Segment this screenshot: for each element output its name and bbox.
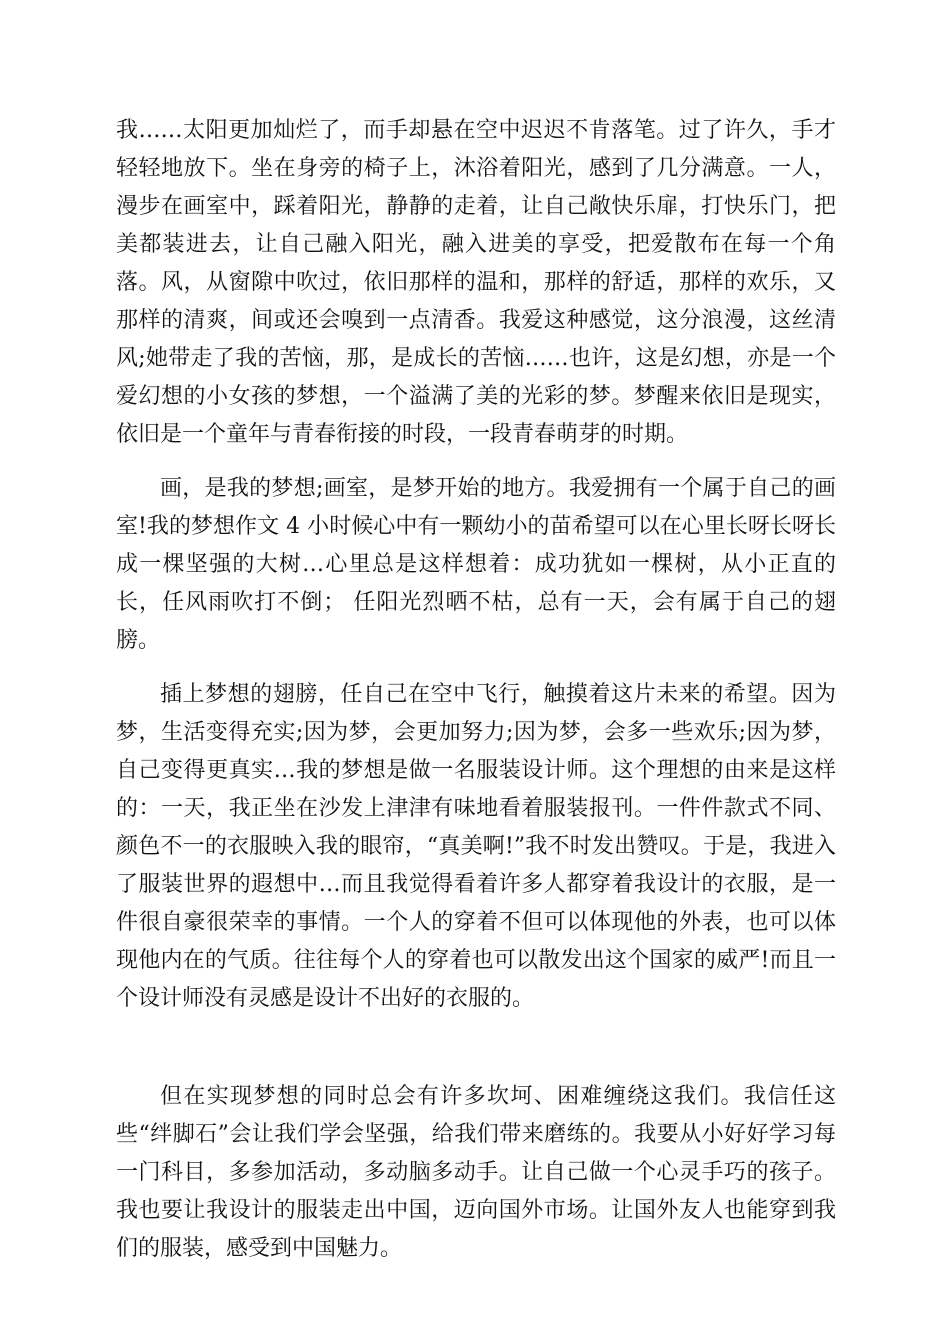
paragraph-3: 插上梦想的翅膀，任自己在空中飞行，触摸着这片未来的希望。因为梦，生活变得充实;因为梦，会更加努力;因为梦，会多一些欢乐;因为梦，自己变得更真实…我的梦想是做一名服装设计师。这个理想的由来是这样的：一天，我正坐在沙发上津津有味地看着服装报刊。一件件款式不同、颜色不一的衣服映入我的眼帘，“真美啊!”我不时发出赞叹。于是，我进入了服装世界的遐想中…而且我觉得看着许多人都穿着我设计的衣服，是一件很自豪很荣幸的事情。一个人的穿着不但可以体现他的外表，也可以体现他内在的气质。往往每个人的穿着也可以散发出这个国家的威严!而且一个设计师没有灵感是设计不出好的衣服的。 <box>116 682 836 1011</box>
paragraph-1: 我……太阳更加灿烂了，而手却悬在空中迟迟不肯落笔。过了许久，手才轻轻地放下。坐在身旁的椅子上，沐浴着阳光，感到了几分满意。一人，漫步在画室中，踩着阳光，静静的走着，让自己敞快乐扉，打快乐门，把美都装进去，让自己融入阳光，融入进美的享受，把爱散布在每一个角落。风，从窗隙中吹过，依旧那样的温和，那样的舒适，那样的欢乐，又那样的清爽，间或还会嗅到一点清香。我爱这种感觉，这分浪漫，这丝清风;她带走了我的苦恼，那，是成长的苦恼……也许，这是幻想，亦是一个爱幻想的小女孩的梦想，一个溢满了美的光彩的梦。梦醒来依旧是现实，依旧是一个童年与青春衔接的时段，一段青春萌芽的时期。 <box>116 118 836 447</box>
paragraph-4: 但在实现梦想的同时总会有许多坎坷、困难缠绕这我们。我信任这些“绊脚石”会让我们学会坚强，给我们带来磨练的。我要从小好好学习每一门科目，多参加活动，多动脑多动手。让自己做一个心灵手巧的孩子。我也要让我设计的服装走出中国，迈向国外市场。让国外友人也能穿到我们的服装，感受到中国魅力。 <box>116 1084 836 1261</box>
paragraph-2: 画，是我的梦想;画室，是梦开始的地方。我爱拥有一个属于自己的画室!我的梦想作文 4 小时候心中有一颗幼小的苗希望可以在心里长呀长呀长成一棵坚强的大树…心里总是这样想着：成功犹如一棵树，从小正直的长，任风雨吹打不倒； 任阳光烈晒不枯，总有一天，会有属于自己的翅膀。 <box>116 476 836 653</box>
